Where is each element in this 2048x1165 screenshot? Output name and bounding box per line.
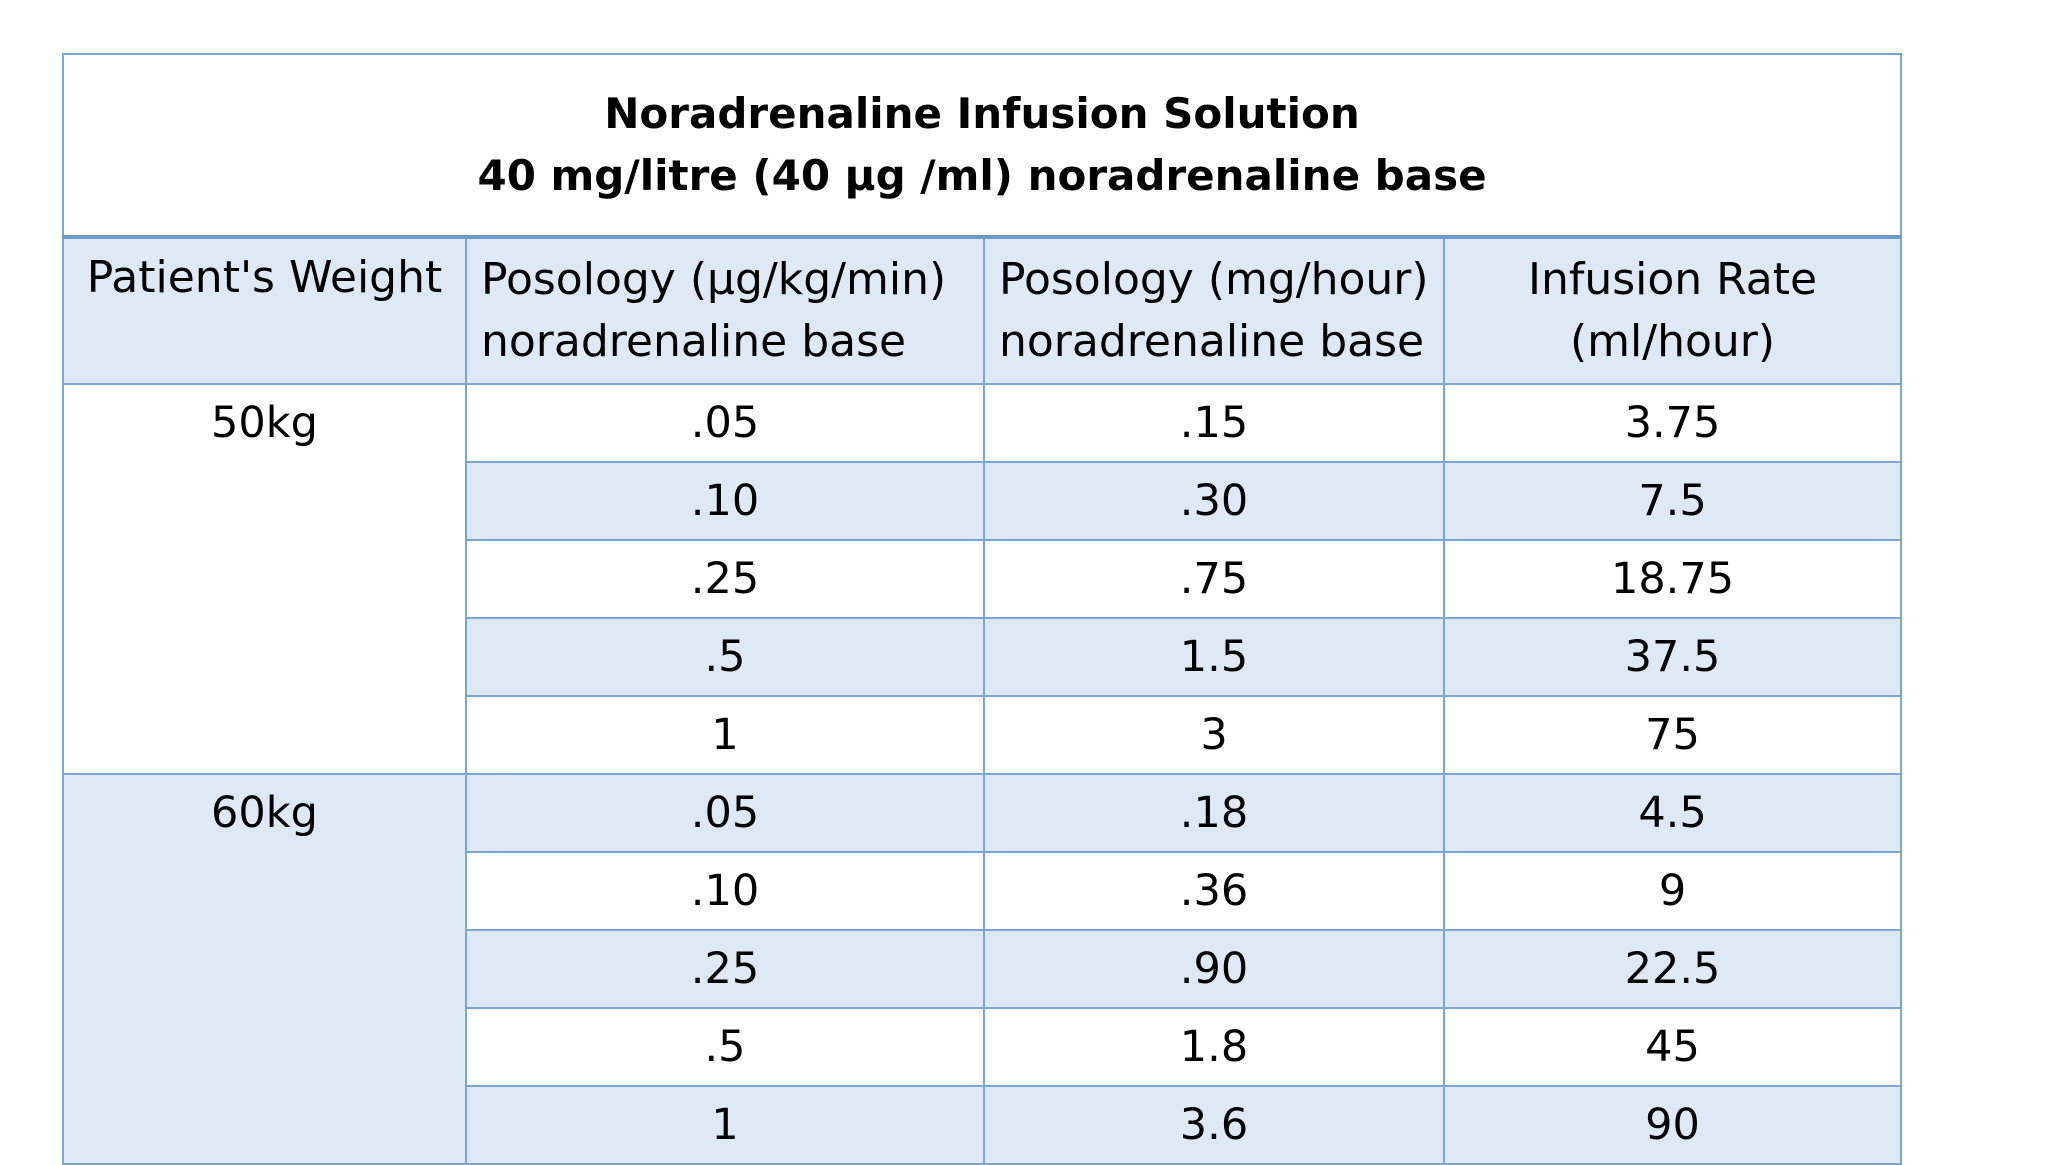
weight-cell: 60kg [63,774,466,1164]
header-text: Patient's Weight [86,252,443,303]
posology-ugkgmin-cell: .10 [466,852,984,930]
infusion-rate-cell: 3.75 [1444,384,1901,462]
infusion-rate-cell: 9 [1444,852,1901,930]
table-row [63,774,1901,852]
posology-mghour-cell: 1.8 [984,1008,1444,1086]
infusion-rate-cell: 7.5 [1444,462,1901,540]
header-text: Posology (mg/hour) [999,254,1429,305]
posology-ugkgmin-cell: .5 [466,1008,984,1086]
infusion-rate-cell: 37.5 [1444,618,1901,696]
posology-mghour-cell: .75 [984,540,1444,618]
infusion-rate-cell: 75 [1444,696,1901,774]
header-patient-weight [63,237,466,384]
infusion-rate-cell: 45 [1444,1008,1901,1086]
header-posology-ugkgmin [466,237,984,384]
infusion-table-container [62,53,1900,1165]
infusion-rate-cell: 18.75 [1444,540,1901,618]
header-text: (ml/hour) [1570,316,1776,367]
posology-mghour-cell: 1.5 [984,618,1444,696]
column-header-row [63,237,1901,384]
table-row [63,384,1901,462]
title-line-1: Noradrenaline Infusion Solution [604,89,1360,138]
posology-ugkgmin-cell: .25 [466,540,984,618]
table-title [63,54,1901,237]
posology-mghour-cell: .36 [984,852,1444,930]
posology-ugkgmin-cell: .25 [466,930,984,1008]
header-text: noradrenaline base [999,316,1425,367]
infusion-table [62,53,1902,1165]
header-text: Posology (µg/kg/min) [481,254,947,305]
infusion-rate-cell: 22.5 [1444,930,1901,1008]
posology-ugkgmin-cell: .10 [466,462,984,540]
weight-cell: 50kg [63,384,466,774]
header-infusion-rate [1444,237,1901,384]
title-line-2: 40 mg/litre (40 µg /ml) noradrenaline base [477,151,1487,200]
posology-mghour-cell: .18 [984,774,1444,852]
posology-mghour-cell: .90 [984,930,1444,1008]
header-text: Infusion Rate [1527,254,1818,305]
infusion-rate-cell: 90 [1444,1086,1901,1164]
infusion-rate-cell: 4.5 [1444,774,1901,852]
posology-mghour-cell: .15 [984,384,1444,462]
posology-ugkgmin-cell: 1 [466,696,984,774]
header-text: noradrenaline base [481,316,907,367]
posology-ugkgmin-cell: .5 [466,618,984,696]
posology-ugkgmin-cell: 1 [466,1086,984,1164]
posology-ugkgmin-cell: .05 [466,384,984,462]
header-posology-mghour [984,237,1444,384]
posology-mghour-cell: 3.6 [984,1086,1444,1164]
posology-mghour-cell: .30 [984,462,1444,540]
table-body [63,384,1901,1164]
posology-mghour-cell: 3 [984,696,1444,774]
posology-ugkgmin-cell: .05 [466,774,984,852]
